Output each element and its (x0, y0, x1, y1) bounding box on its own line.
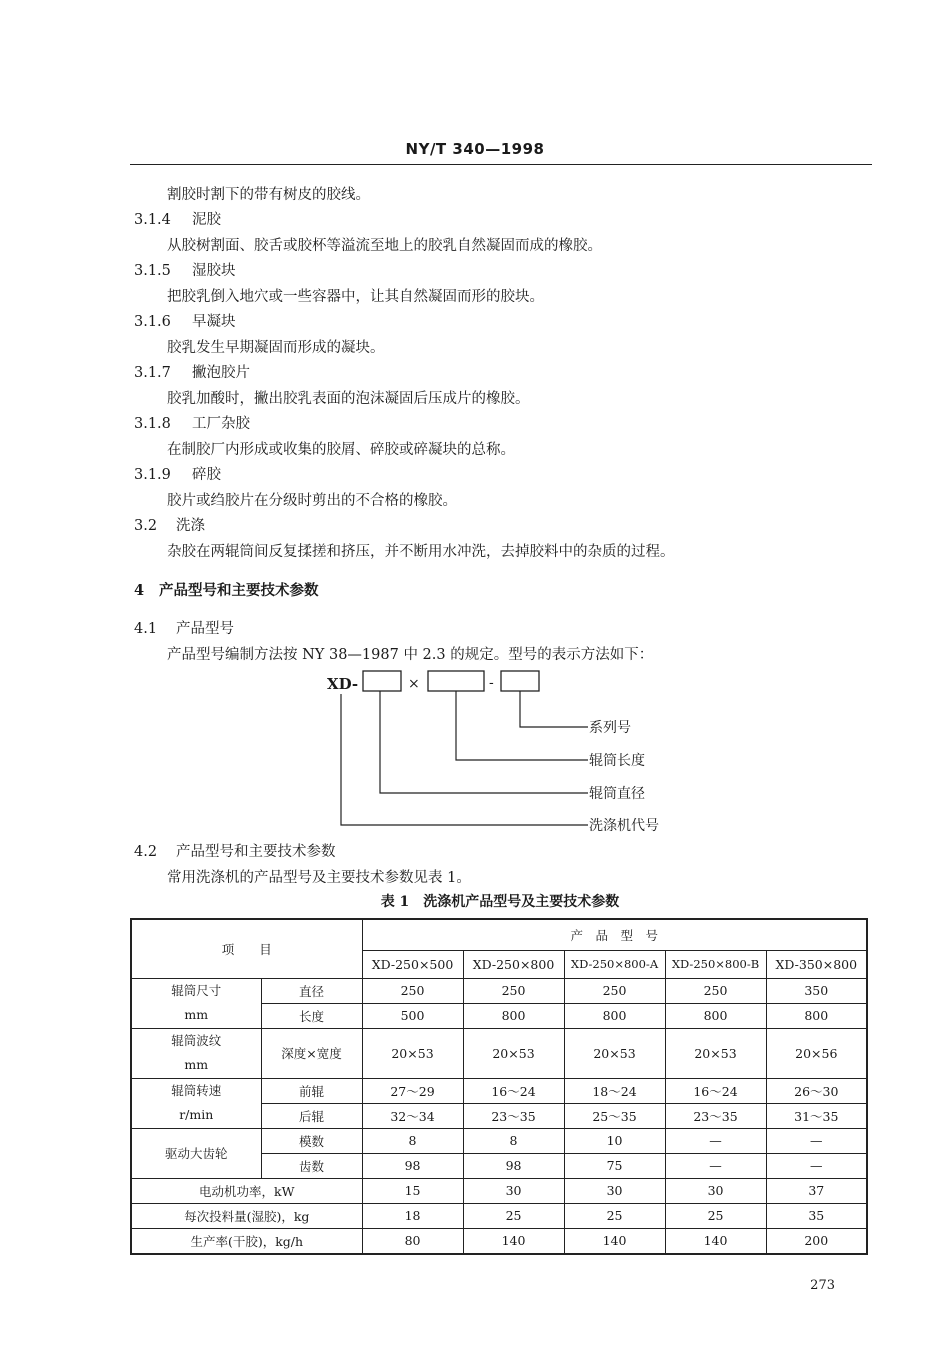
model-name: XD-250×500 (362, 950, 463, 978)
table-cell: 37 (766, 1178, 867, 1203)
label-roller-length: 辊筒长度 (589, 753, 645, 769)
clause-3-2: 3.2 洗涤 (134, 518, 205, 534)
clause-3-1-4-text: 从胶树割面、胶舌或胶杯等溢流至地上的胶乳自然凝固而成的橡胶。 (167, 238, 602, 254)
series-leader-line (520, 691, 588, 727)
table-cell: 800 (665, 1003, 766, 1028)
row-batch-load: 每次投料量(湿胶)，kg (131, 1203, 362, 1228)
row-label: 长度 (261, 1003, 362, 1028)
table-cell: 25 (564, 1203, 665, 1228)
diagram-prefix: XD- (327, 675, 359, 693)
table-cell: 25 (463, 1203, 564, 1228)
diagram-dash: - (489, 675, 494, 691)
table-cell: 800 (766, 1003, 867, 1028)
table-cell: 350 (766, 978, 867, 1003)
model-name: XD-250×800-A (564, 950, 665, 978)
row-label: 后辊 (261, 1103, 362, 1128)
table-cell: 26～30 (766, 1078, 867, 1103)
table-cell: 35 (766, 1203, 867, 1228)
table-cell: 18～24 (564, 1078, 665, 1103)
table-cell: 30 (564, 1178, 665, 1203)
item-header: 项 目 (131, 919, 362, 978)
continuation-text: 割胶时割下的带有树皮的胶线。 (167, 187, 370, 203)
label-roller-diameter: 辊筒直径 (589, 786, 645, 802)
group-roller-corrugation: 辊筒波纹 mm (131, 1028, 261, 1078)
row-motor-power: 电动机功率，kW (131, 1178, 362, 1203)
group-drive-gear: 驱动大齿轮 (131, 1128, 261, 1178)
clause-3-1-9: 3.1.9 碎胶 (134, 467, 221, 483)
row-label: 深度×宽度 (261, 1028, 362, 1078)
clause-3-1-8-text: 在制胶厂内形成或收集的胶屑、碎胶或碎凝块的总称。 (167, 442, 515, 458)
diameter-box (363, 671, 401, 691)
table-cell: 20×56 (766, 1028, 867, 1078)
table-cell: 800 (463, 1003, 564, 1028)
table-cell: 30 (463, 1178, 564, 1203)
clause-3-1-7: 3.1.7 撇泡胶片 (134, 365, 250, 381)
clause-4-2-text: 常用洗涤机的产品型号及主要技术参数见表 1。 (167, 870, 471, 886)
series-box (501, 671, 539, 691)
table-cell: 23～35 (665, 1103, 766, 1128)
model-name: XD-350×800 (766, 950, 867, 978)
table-cell: 250 (665, 978, 766, 1003)
table-cell: — (665, 1153, 766, 1178)
clause-4-1: 4.1 产品型号 (134, 621, 234, 637)
table-cell: 200 (766, 1228, 867, 1254)
label-series-number: 系列号 (589, 720, 631, 736)
table-cell: 140 (564, 1228, 665, 1254)
table-cell: 98 (362, 1153, 463, 1178)
length-box (428, 671, 484, 691)
table-cell: 32～34 (362, 1103, 463, 1128)
table-cell: 8 (463, 1128, 564, 1153)
table-cell: — (766, 1153, 867, 1178)
table-cell: 20×53 (665, 1028, 766, 1078)
table-cell: 15 (362, 1178, 463, 1203)
clause-3-1-9-text: 胶片或绉胶片在分级时剪出的不合格的橡胶。 (167, 493, 457, 509)
table-cell: 16～24 (665, 1078, 766, 1103)
table-cell: 80 (362, 1228, 463, 1254)
table-cell: 20×53 (564, 1028, 665, 1078)
group-roller-speed: 辊筒转速 r/min (131, 1078, 261, 1128)
section-4-heading: 4 产品型号和主要技术参数 (134, 582, 319, 599)
spec-table (130, 918, 868, 1255)
group-roller-size: 辊筒尺寸 mm (131, 978, 261, 1028)
table-cell: 31～35 (766, 1103, 867, 1128)
row-productivity: 生产率(干胶)，kg/h (131, 1228, 362, 1254)
table-cell: 20×53 (463, 1028, 564, 1078)
table-cell: 250 (362, 978, 463, 1003)
table-cell: 8 (362, 1128, 463, 1153)
clause-3-1-4: 3.1.4 泥胶 (134, 212, 221, 228)
clause-3-1-5: 3.1.5 湿胶块 (134, 263, 236, 279)
table-cell: 30 (665, 1178, 766, 1203)
clause-3-1-5-text: 把胶乳倒入地穴或一些容器中，让其自然凝固而形的胶块。 (167, 289, 544, 305)
clause-3-1-7-text: 胶乳加酸时，撇出胶乳表面的泡沫凝固后压成片的橡胶。 (167, 391, 530, 407)
table-cell: 27～29 (362, 1078, 463, 1103)
table-cell: 75 (564, 1153, 665, 1178)
clause-4-1-text: 产品型号编制方法按 NY 38—1987 中 2.3 的规定。型号的表示方法如下： (167, 647, 654, 663)
table-cell: 140 (463, 1228, 564, 1254)
table-cell: 98 (463, 1153, 564, 1178)
model-name: XD-250×800 (463, 950, 564, 978)
table-caption: 表 1 洗涤机产品型号及主要技术参数 (380, 894, 620, 910)
table-cell: 16～24 (463, 1078, 564, 1103)
clause-3-1-6: 3.1.6 早凝块 (134, 314, 236, 330)
table-cell: 18 (362, 1203, 463, 1228)
diagram-times: × (408, 676, 420, 692)
row-label: 直径 (261, 978, 362, 1003)
clause-4-2: 4.2 产品型号和主要技术参数 (134, 844, 336, 860)
table-cell: 23～35 (463, 1103, 564, 1128)
model-name: XD-250×800-B (665, 950, 766, 978)
diameter-leader-line (380, 691, 588, 793)
table-cell: 20×53 (362, 1028, 463, 1078)
table-cell: 25～35 (564, 1103, 665, 1128)
row-label: 齿数 (261, 1153, 362, 1178)
table-cell: 25 (665, 1203, 766, 1228)
table-cell: — (665, 1128, 766, 1153)
table-cell: — (766, 1128, 867, 1153)
row-label: 模数 (261, 1128, 362, 1153)
document-code: NY/T 340—1998 (405, 140, 545, 158)
table-cell: 250 (564, 978, 665, 1003)
table-cell: 10 (564, 1128, 665, 1153)
row-label: 前辊 (261, 1078, 362, 1103)
clause-3-1-6-text: 胶乳发生早期凝固而形成的凝块。 (167, 340, 385, 356)
table-cell: 800 (564, 1003, 665, 1028)
table-cell: 250 (463, 978, 564, 1003)
clause-3-2-text: 杂胶在两辊筒间反复揉搓和挤压，并不断用水冲洗，去掉胶料中的杂质的过程。 (167, 544, 675, 560)
clause-3-1-8: 3.1.8 工厂杂胶 (134, 416, 250, 432)
table-cell: 140 (665, 1228, 766, 1254)
table-cell: 500 (362, 1003, 463, 1028)
label-washer-code: 洗涤机代号 (589, 818, 659, 834)
page-number: 273 (810, 1278, 835, 1293)
model-header: 产 品 型 号 (362, 919, 867, 950)
length-leader-line (456, 691, 588, 760)
